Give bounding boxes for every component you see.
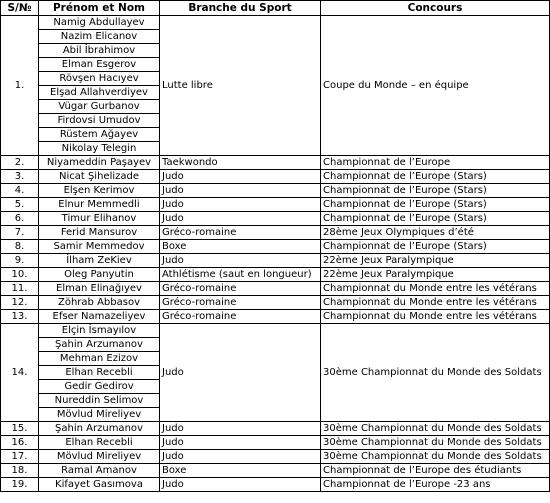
table-row	[1, 198, 550, 212]
competition: Championnat de l’Europe (Stars)	[321, 212, 550, 226]
table-row	[1, 212, 550, 226]
athlete-name: Elman Esgerov	[39, 58, 160, 72]
sport-branch: Judo	[160, 478, 321, 492]
sport-branch: Judo	[160, 254, 321, 268]
row-number: 6.	[1, 212, 39, 226]
athlete-name: Elman Elinağıyev	[39, 282, 160, 296]
competition: Championnat de l’Europe des étudiants	[321, 464, 550, 478]
competition: Championnat du Monde entre les vétérans	[321, 310, 550, 324]
sport-branch: Lutte libre	[160, 16, 321, 156]
sport-branch: Judo	[160, 324, 321, 422]
athlete-name: Kifayet Gasımova	[39, 478, 160, 492]
competition: 22ème Jeux Paralympique	[321, 254, 550, 268]
athlete-name: Oleg Panyutin	[39, 268, 160, 282]
athlete-name: Elhan Recebli	[39, 366, 160, 380]
table-row	[1, 282, 550, 296]
row-number: 12.	[1, 296, 39, 310]
athlete-name: Ferid Mansurov	[39, 226, 160, 240]
table-row	[1, 296, 550, 310]
sport-branch: Gréco-romaine	[160, 310, 321, 324]
row-number: 16.	[1, 436, 39, 450]
athlete-name: Efser Namazeliyev	[39, 310, 160, 324]
sport-branch: Judo	[160, 450, 321, 464]
row-number: 18.	[1, 464, 39, 478]
row-number: 11.	[1, 282, 39, 296]
row-number: 17.	[1, 450, 39, 464]
competition: Championnat de l’Europe (Stars)	[321, 184, 550, 198]
athlete-name: Elşen Kerimov	[39, 184, 160, 198]
competition: 28ème Jeux Olympiques d’été	[321, 226, 550, 240]
competition: 30ème Championnat du Monde des Soldats	[321, 436, 550, 450]
athlete-name: Zöhrab Abbasov	[39, 296, 160, 310]
competition: Championnat de l’Europe	[321, 156, 550, 170]
row-number: 9.	[1, 254, 39, 268]
row-number: 19.	[1, 478, 39, 492]
competition: Championnat de l’Europe (Stars)	[321, 240, 550, 254]
competition: Championnat de l’Europe (Stars)	[321, 198, 550, 212]
athlete-name: Gedir Gedirov	[39, 380, 160, 394]
sport-branch: Judo	[160, 212, 321, 226]
sport-branch: Gréco-romaine	[160, 226, 321, 240]
competition: 22ème Jeux Paralympique	[321, 268, 550, 282]
table-header-row	[1, 1, 550, 16]
athlete-name: Nureddin Selimov	[39, 394, 160, 408]
table-body	[1, 16, 550, 492]
athlete-name: Rövşen Hacıyev	[39, 72, 160, 86]
athlete-name: Elnur Memmedli	[39, 198, 160, 212]
athlete-name: Elşad Allahverdiyev	[39, 86, 160, 100]
table-row	[1, 464, 550, 478]
athlete-name: Şahin Arzumanov	[39, 422, 160, 436]
competition: Championnat du Monde entre les vétérans	[321, 296, 550, 310]
athlete-name: Firdovsi Umudov	[39, 114, 160, 128]
athlete-name: Samir Memmedov	[39, 240, 160, 254]
athlete-name: Elçin İsmayılov	[39, 324, 160, 338]
athlete-name: Mövlud Mireliyev	[39, 408, 160, 422]
sport-branch: Judo	[160, 170, 321, 184]
row-number: 1.	[1, 16, 39, 156]
athlete-name: Elhan Recebli	[39, 436, 160, 450]
header-sport: Branche du Sport	[160, 1, 321, 16]
table-row	[1, 478, 550, 492]
athlete-name: Nicat Şihelizade	[39, 170, 160, 184]
athlete-name: Timur Elihanov	[39, 212, 160, 226]
header-name: Prénom et Nom	[39, 1, 160, 16]
row-number: 3.	[1, 170, 39, 184]
athlete-name: Namig Abdullayev	[39, 16, 160, 30]
table-row	[1, 422, 550, 436]
table-row	[1, 450, 550, 464]
table-row	[1, 310, 550, 324]
competition: 30ème Championnat du Monde des Soldats	[321, 450, 550, 464]
competition: Championnat de l’Europe (Stars)	[321, 170, 550, 184]
row-number: 14.	[1, 324, 39, 422]
row-number: 7.	[1, 226, 39, 240]
athlete-name: İlham ZeKiev	[39, 254, 160, 268]
athlete-name: Mövlud Mireliyev	[39, 450, 160, 464]
table-row	[1, 170, 550, 184]
competition: Championnat du Monde entre les vétérans	[321, 282, 550, 296]
competition: Championnat de l’Europe -23 ans	[321, 478, 550, 492]
header-number: S/№	[1, 1, 39, 16]
table-row	[1, 324, 550, 338]
athlete-name: Şahin Arzumanov	[39, 338, 160, 352]
athlete-name: Nazim Elicanov	[39, 30, 160, 44]
sport-branch: Judo	[160, 198, 321, 212]
table-row	[1, 16, 550, 30]
table-row	[1, 436, 550, 450]
sport-branch: Judo	[160, 436, 321, 450]
competition: Coupe du Monde – en équipe	[321, 16, 550, 156]
sport-branch: Athlétisme (saut en longueur)	[160, 268, 321, 282]
row-number: 8.	[1, 240, 39, 254]
table-row	[1, 184, 550, 198]
competition: 30ème Championnat du Monde des Soldats	[321, 422, 550, 436]
athlete-name: Ramal Amanov	[39, 464, 160, 478]
row-number: 13.	[1, 310, 39, 324]
row-number: 4.	[1, 184, 39, 198]
sport-branch: Boxe	[160, 464, 321, 478]
sport-branch: Gréco-romaine	[160, 296, 321, 310]
row-number: 2.	[1, 156, 39, 170]
sport-branch: Judo	[160, 184, 321, 198]
table-row	[1, 156, 550, 170]
row-number: 15.	[1, 422, 39, 436]
header-competition: Concours	[321, 1, 550, 16]
sport-branch: Boxe	[160, 240, 321, 254]
sport-branch: Taekwondo	[160, 156, 321, 170]
athlete-name: Vügar Gurbanov	[39, 100, 160, 114]
table-row	[1, 240, 550, 254]
athlete-name: Mehman Ezizov	[39, 352, 160, 366]
table-row	[1, 268, 550, 282]
table-row	[1, 254, 550, 268]
sport-branch: Judo	[160, 422, 321, 436]
competition: 30ème Championnat du Monde des Soldats	[321, 324, 550, 422]
athlete-name: Abil İbrahimov	[39, 44, 160, 58]
athlete-name: Nikolay Telegin	[39, 142, 160, 156]
row-number: 10.	[1, 268, 39, 282]
row-number: 5.	[1, 198, 39, 212]
athlete-name: Rüstem Ağayev	[39, 128, 160, 142]
sport-branch: Gréco-romaine	[160, 282, 321, 296]
table-row	[1, 226, 550, 240]
athlete-name: Niyameddin Paşayev	[39, 156, 160, 170]
